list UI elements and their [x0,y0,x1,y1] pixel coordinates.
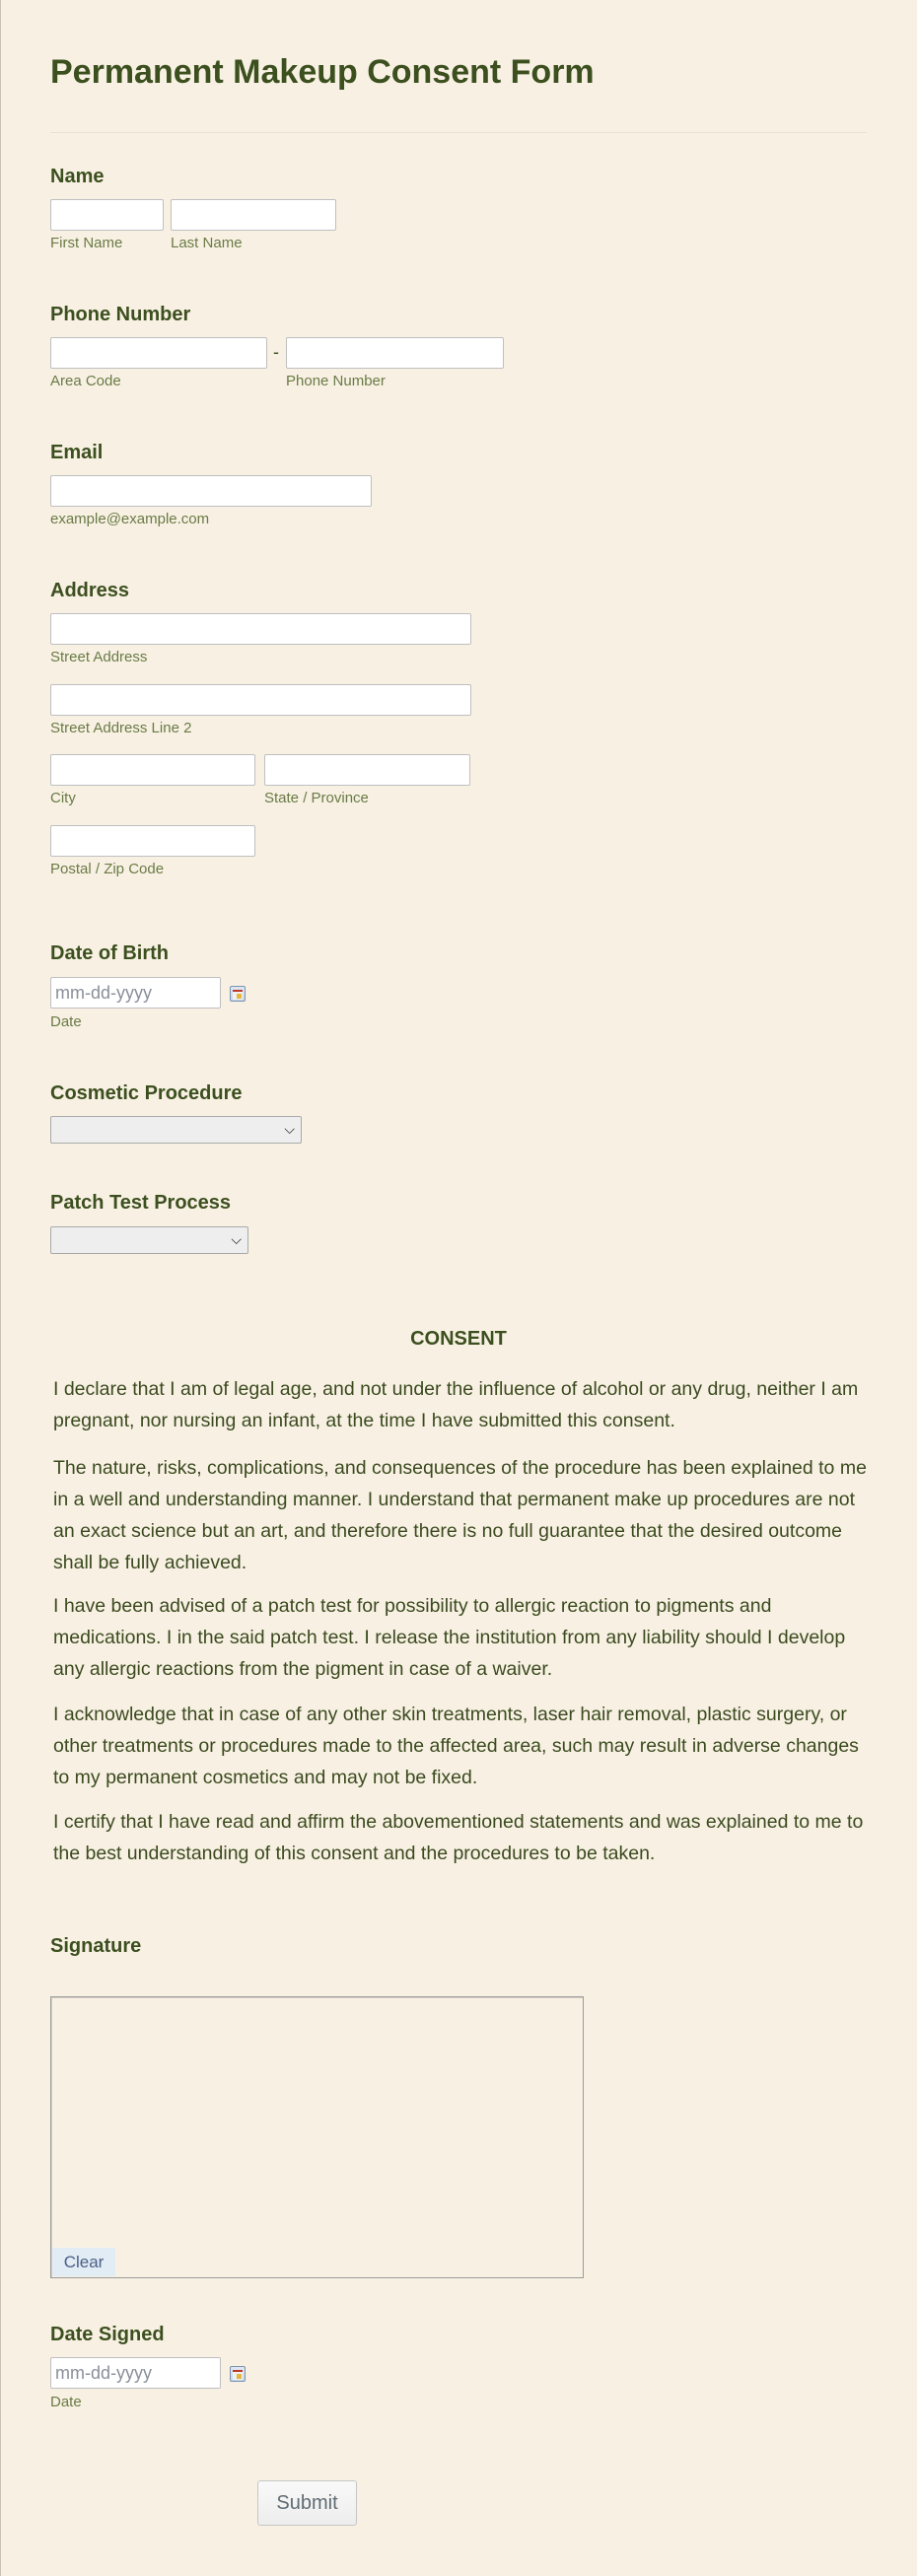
city-sublabel: City [50,790,76,806]
date-signed-input[interactable] [50,2357,221,2389]
consent-heading: CONSENT [410,1328,507,1350]
email-sublabel: example@example.com [50,511,210,527]
cosmetic-procedure-label: Cosmetic Procedure [50,1082,243,1104]
phone-number-sublabel: Phone Number [286,373,386,389]
email-input[interactable] [50,475,372,507]
signature-pad[interactable] [50,1996,584,2278]
consent-paragraph: The nature, risks, complications, and consequences of the procedure has been explained to me in a well and understanding manner. I understand that permanent make up procedures are not an exact science but an art, and therefore there is no full guarantee that the desired outcome shall be fully achieved. [53,1457,867,1573]
form-title: Permanent Makeup Consent Form [50,53,595,91]
address-label: Address [50,580,130,601]
title-divider [50,132,867,133]
first-name-input[interactable] [50,199,164,231]
clear-signature-button[interactable]: Clear [52,2248,115,2276]
signature-label: Signature [50,1935,142,1957]
consent-paragraph: I acknowledge that in case of any other skin treatments, laser hair removal, plastic surgery, or other treatments or procedures made to the affected area, such may result in adverse changes to my permanent cosmetics and may not be fixed. [53,1704,859,1788]
chevron-down-icon: ⌵ [284,1121,295,1137]
cosmetic-procedure-select[interactable] [50,1116,302,1144]
area-code-sublabel: Area Code [50,373,121,389]
street-address-input[interactable] [50,613,471,645]
date-signed-label: Date Signed [50,2324,165,2345]
chevron-down-icon: ⌵ [231,1231,242,1247]
postal-code-input[interactable] [50,825,255,857]
phone-label: Phone Number [50,304,191,325]
phone-number-input[interactable] [286,337,504,369]
email-label: Email [50,442,104,463]
last-name-sublabel: Last Name [171,235,243,251]
state-province-sublabel: State / Province [264,790,369,806]
street-address-line2-input[interactable] [50,684,471,716]
date-signed-sublabel: Date [50,2394,82,2410]
name-label: Name [50,166,105,187]
consent-paragraph: I declare that I am of legal age, and not under the influence of alcohol or any drug, neither I am pregnant, nor nursing an infant, at the time I have submitted this consent. [53,1378,859,1431]
state-province-input[interactable] [264,754,470,786]
consent-paragraph: I have been advised of a patch test for possibility to allergic reaction to pigments and medications. I in the said patch test. I release the institution from any liability should I develop any allergic reactions from the pigment in case of a waiver. [53,1595,846,1680]
postal-code-sublabel: Postal / Zip Code [50,861,165,877]
phone-separator: - [273,342,279,362]
patch-test-label: Patch Test Process [50,1192,232,1214]
street-address-sublabel: Street Address [50,649,148,665]
dob-date-input[interactable] [50,977,221,1009]
first-name-sublabel: First Name [50,235,123,251]
last-name-input[interactable] [171,199,336,231]
calendar-icon[interactable] [230,986,246,1002]
calendar-icon[interactable] [230,2366,246,2382]
street-address-line2-sublabel: Street Address Line 2 [50,720,192,736]
consent-paragraph: I certify that I have read and affirm the abovementioned statements and was explained to me to the best understanding of this consent and the procedures to be taken. [53,1811,864,1864]
patch-test-select[interactable] [50,1226,248,1254]
dob-label: Date of Birth [50,942,169,964]
page-left-border [0,0,1,2576]
dob-sublabel: Date [50,1013,82,1030]
submit-button[interactable]: Submit [257,2480,357,2526]
city-input[interactable] [50,754,255,786]
area-code-input[interactable] [50,337,267,369]
